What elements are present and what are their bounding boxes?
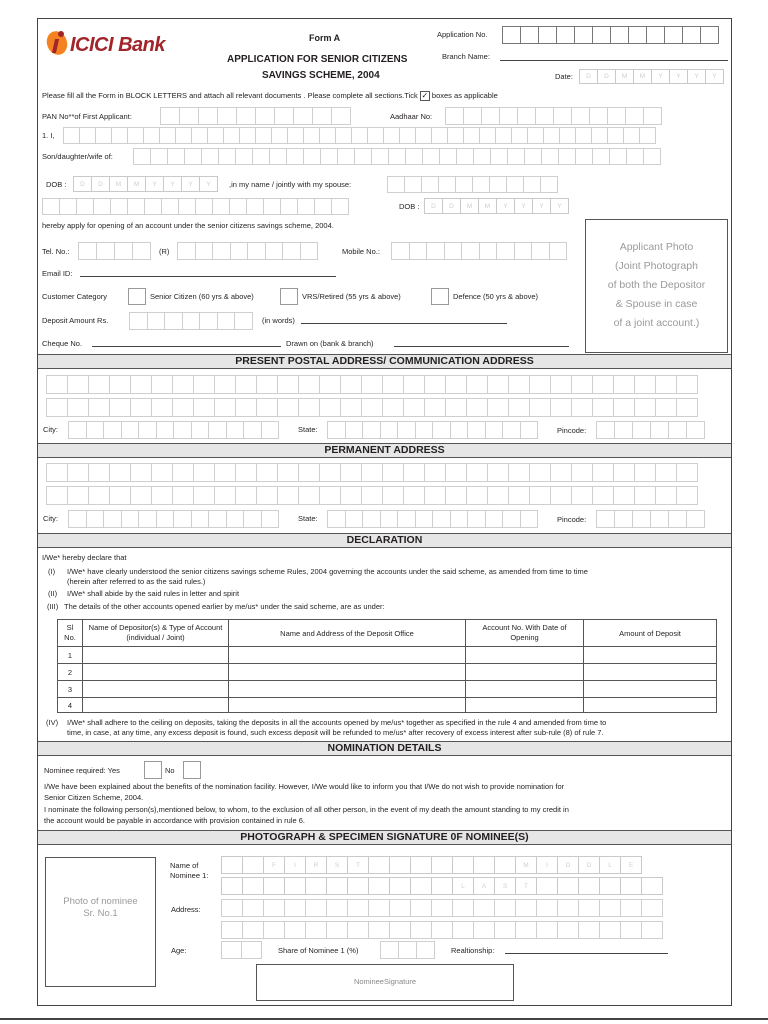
relation-cells[interactable] bbox=[133, 148, 660, 165]
deposit-amount-cells[interactable] bbox=[129, 312, 252, 330]
permanent-address-cells-row2[interactable] bbox=[46, 486, 697, 505]
email-label: Email ID: bbox=[42, 269, 73, 278]
declaration-item-4-line1: I/We* shall adhere to the ceiling on deposits, taking the deposits in all the accounts opened by me/us* together as specified in the rule 4 and amended from time to bbox=[67, 718, 607, 727]
table-header-amount: Amount of Deposit bbox=[584, 620, 717, 647]
present-city-label: City: bbox=[43, 425, 58, 434]
defence-label: Defence (50 yrs & above) bbox=[453, 292, 539, 301]
header-slno-text: Sl No. bbox=[64, 623, 76, 642]
mobile-label: Mobile No.: bbox=[342, 247, 380, 256]
category-label: Customer Category bbox=[42, 292, 108, 301]
application-no-cells[interactable] bbox=[502, 26, 718, 44]
senior-citizen-checkbox[interactable] bbox=[128, 288, 146, 305]
row-depositor-cell[interactable] bbox=[83, 664, 229, 681]
drawn-on-field[interactable] bbox=[394, 346, 569, 347]
nominee-photo-box[interactable] bbox=[45, 857, 156, 987]
row-amount-cell[interactable] bbox=[584, 698, 717, 713]
permanent-address-cells-row1[interactable] bbox=[46, 463, 697, 482]
nominee-address-cells-row2[interactable] bbox=[221, 921, 662, 939]
nominee-name-label-line1: Name of bbox=[170, 861, 199, 870]
permanent-address-heading: PERMANENT ADDRESS bbox=[38, 443, 731, 458]
table-row bbox=[58, 664, 717, 681]
deposit-amount-label: Deposit Amount Rs. bbox=[42, 316, 109, 325]
nominee-required-label: Nominee required: Yes bbox=[44, 766, 120, 775]
header-account-text: Account No. With Date of Opening bbox=[482, 623, 567, 642]
declaration-item-2-line1: I/We* shall abide by the said rules in letter and spirit bbox=[67, 589, 240, 598]
nominee-name-label-line2: Nominee 1: bbox=[170, 871, 209, 880]
nominee-share-cells[interactable] bbox=[380, 941, 434, 959]
branch-name-label: Branch Name: bbox=[442, 52, 490, 61]
row-office-cell[interactable] bbox=[229, 647, 466, 664]
row-office-cell[interactable] bbox=[229, 664, 466, 681]
declaration-item-3-num: (III) bbox=[47, 602, 59, 611]
nominee-first-middle-name-cells[interactable]: F I R S T M I D D L E bbox=[221, 856, 641, 874]
applicant-name-label: 1. I, bbox=[42, 131, 55, 140]
table-row bbox=[58, 698, 717, 713]
drawn-on-label: Drawn on (bank & branch) bbox=[286, 339, 374, 348]
tick-box-icon: ✓ bbox=[421, 91, 429, 101]
hereby-text: hereby apply for opening of an account under the senior citizens savings scheme, 2004. bbox=[42, 221, 334, 230]
email-field[interactable] bbox=[80, 276, 336, 277]
declaration-item-2-num: (II) bbox=[48, 589, 58, 598]
aadhaar-label: Aadhaar No: bbox=[390, 112, 433, 121]
icici-logo-icon bbox=[44, 28, 70, 56]
date-cells[interactable]: D D M M Y Y Y Y bbox=[579, 69, 723, 84]
row-office-cell[interactable] bbox=[229, 698, 466, 713]
in-words-field[interactable] bbox=[301, 323, 507, 324]
present-pincode-cells[interactable] bbox=[596, 421, 704, 439]
declaration-heading: DECLARATION bbox=[38, 533, 731, 548]
row-slno: 4 bbox=[58, 698, 83, 713]
photo-line-3: of both the Depositor bbox=[607, 279, 706, 291]
defence-checkbox[interactable] bbox=[431, 288, 449, 305]
row-slno: 1 bbox=[58, 647, 83, 664]
row-amount-cell[interactable] bbox=[584, 664, 717, 681]
instructions bbox=[42, 91, 498, 101]
photo-line-5: of a joint account.) bbox=[613, 317, 700, 329]
present-state-label: State: bbox=[298, 425, 318, 434]
cheque-label: Cheque No. bbox=[42, 339, 83, 348]
vrs-checkbox[interactable] bbox=[280, 288, 298, 305]
form-name: Form A bbox=[309, 33, 341, 43]
nomination-para1-line1: I/We have been explained about the benefits of the nomination facility. However, I/We would like to inform you that I/We do not wish to provide nomination for bbox=[44, 782, 565, 791]
tel-cells[interactable] bbox=[78, 242, 150, 260]
bank-name: ICICI Bank bbox=[70, 34, 166, 56]
row-depositor-cell[interactable] bbox=[83, 681, 229, 698]
nominee-signature-box[interactable] bbox=[256, 964, 514, 1001]
instructions-text: Please fill all the Form in BLOCK LETTERS and attach all relevant documents . Please complete all sections.Tick bbox=[42, 91, 418, 100]
row-slno: 3 bbox=[58, 681, 83, 698]
declaration-item-1-line2: (herein after referred to as the said rules.) bbox=[67, 577, 206, 586]
branch-name-field[interactable] bbox=[500, 60, 728, 61]
icici-logo bbox=[44, 28, 189, 58]
mobile-cells[interactable] bbox=[391, 242, 566, 260]
nominee-address-label: Address: bbox=[171, 905, 201, 914]
nominee-photo-line-1: Photo of nominee bbox=[63, 896, 138, 907]
permanent-pincode-cells[interactable] bbox=[596, 510, 704, 528]
row-office-cell[interactable] bbox=[229, 681, 466, 698]
vrs-label: VRS/Retired (55 yrs & above) bbox=[302, 292, 401, 301]
in-words-label: (in words) bbox=[262, 316, 295, 325]
dob-label: DOB : bbox=[46, 180, 67, 189]
declaration-item-4-num: (IV) bbox=[46, 718, 59, 727]
nominee-share-label: Share of Nominee 1 (%) bbox=[278, 946, 359, 955]
instructions-text-end: boxes as applicable bbox=[431, 91, 498, 100]
present-address-heading: PRESENT POSTAL ADDRESS/ COMMUNICATION ADDRESS bbox=[38, 354, 731, 369]
nominee-relationship-label: Realtionship: bbox=[451, 946, 495, 955]
table-header-account bbox=[466, 620, 584, 647]
form-title-line2: SAVINGS SCHEME, 2004 bbox=[262, 70, 380, 81]
declaration-intro: I/We* hereby declare that bbox=[42, 553, 127, 562]
row-amount-cell[interactable] bbox=[584, 647, 717, 664]
applicant-name-cells[interactable] bbox=[63, 127, 655, 144]
header-depositor-text: Name of Depositor(s) & Type of Account (individual / Joint) bbox=[88, 623, 223, 642]
present-city-cells[interactable] bbox=[68, 421, 278, 439]
nomination-para2-line2: the account would be payable in accordance with provision contained in rule 6. bbox=[44, 816, 305, 825]
nominee-yes-checkbox[interactable] bbox=[144, 761, 162, 779]
row-account-cell[interactable] bbox=[466, 698, 584, 713]
application-no-label: Application No. bbox=[437, 30, 488, 39]
row-depositor-cell[interactable] bbox=[83, 647, 229, 664]
declaration-item-1-line1: I/We* have clearly understood the senior citizens savings scheme Rules, 2004 governing the accounts under the said scheme, as amended from time to time bbox=[67, 567, 588, 576]
row-account-cell[interactable] bbox=[466, 681, 584, 698]
permanent-city-label: City: bbox=[43, 514, 58, 523]
photo-line-1: Applicant Photo bbox=[619, 241, 694, 253]
spouse-dob-cells[interactable]: D D M M Y Y Y Y bbox=[424, 198, 568, 214]
nominee-address-cells-row1[interactable] bbox=[221, 899, 662, 917]
tel-label: Tel. No.: bbox=[42, 247, 70, 256]
permanent-city-cells[interactable] bbox=[68, 510, 278, 528]
dob-cells[interactable]: D D M M Y Y Y Y bbox=[73, 176, 217, 192]
spouse-name-cells-row1[interactable] bbox=[387, 176, 557, 193]
applicant-photo-box[interactable] bbox=[585, 219, 728, 353]
photo-line-2: (Joint Photograph bbox=[615, 260, 698, 272]
nominee-no-label: No bbox=[165, 766, 175, 775]
form-title-line1: APPLICATION FOR SENIOR CITIZENS bbox=[227, 54, 408, 65]
row-account-cell[interactable] bbox=[466, 647, 584, 664]
declaration-item-1-num: (I) bbox=[48, 567, 56, 576]
relation-label: Son/daughter/wife of: bbox=[42, 152, 113, 161]
nomination-para2-line1: I nominate the following person(s),mentioned below, to whom, to the exclusion of all other person, in the event of my death the amount standing to my credit in bbox=[44, 805, 569, 814]
pan-cells[interactable] bbox=[160, 107, 350, 125]
nominee-age-label: Age: bbox=[171, 946, 187, 955]
table-row bbox=[58, 647, 717, 664]
present-address-cells-row2[interactable] bbox=[46, 398, 697, 417]
present-address-cells-row1[interactable] bbox=[46, 375, 697, 394]
nominee-photo-line-2: Sr. No.1 bbox=[83, 908, 118, 919]
present-pincode-label: Pincode: bbox=[557, 426, 587, 435]
tel-r-cells[interactable] bbox=[177, 242, 317, 260]
nominee-age-cells[interactable] bbox=[221, 941, 261, 959]
nominee-relationship-field[interactable] bbox=[505, 953, 668, 954]
pan-label: PAN No**of First Applicant: bbox=[42, 112, 132, 121]
photo-line-4: & Spouse in case bbox=[615, 298, 698, 310]
table-header-row bbox=[58, 620, 717, 647]
senior-citizen-label: Senior Citizen (60 yrs & above) bbox=[150, 292, 254, 301]
r-label: (R) bbox=[159, 247, 170, 256]
nominee-signature-label: NomineeSignature bbox=[353, 977, 417, 986]
deposit-accounts-table bbox=[57, 619, 717, 713]
row-amount-cell[interactable] bbox=[584, 681, 717, 698]
present-state-cells[interactable] bbox=[327, 421, 537, 439]
date-label: Date: bbox=[555, 72, 573, 81]
permanent-state-cells[interactable] bbox=[327, 510, 537, 528]
nomination-para1-line2: Senior Citizen Scheme, 2004. bbox=[44, 793, 144, 802]
spouse-label: ,in my name / jointly with my spouse: bbox=[229, 180, 352, 189]
permanent-pincode-label: Pincode: bbox=[557, 515, 587, 524]
table-header-slno bbox=[58, 620, 83, 647]
permanent-state-label: State: bbox=[298, 514, 318, 523]
table-row bbox=[58, 681, 717, 698]
table-header-depositor bbox=[83, 620, 229, 647]
declaration-item-3-line1: The details of the other accounts opened earlier by me/us* under the said scheme, are as under: bbox=[64, 602, 385, 611]
spouse-dob-label: DOB : bbox=[399, 202, 420, 211]
row-depositor-cell[interactable] bbox=[83, 698, 229, 713]
cheque-field[interactable] bbox=[92, 346, 281, 347]
table-header-office: Name and Address of the Deposit Office bbox=[229, 620, 466, 647]
nominee-photo-heading: PHOTOGRAPH & SPECIMEN SIGNATURE 0F NOMINEE(S) bbox=[38, 830, 731, 845]
spouse-name-cells-row2[interactable] bbox=[42, 198, 348, 215]
nomination-heading: NOMINATION DETAILS bbox=[38, 741, 731, 756]
row-account-cell[interactable] bbox=[466, 664, 584, 681]
nominee-last-name-cells[interactable]: L A S T bbox=[221, 877, 662, 895]
declaration-item-4-line2: time, in case, at any time, any excess deposit is found, such excess deposit will be refunded to me/us* after recovery of excess interest after sub-rule (8) of rule 7. bbox=[67, 728, 604, 737]
nominee-no-checkbox[interactable] bbox=[183, 761, 201, 779]
row-slno: 2 bbox=[58, 664, 83, 681]
page-bottom-rule bbox=[0, 1018, 768, 1020]
aadhaar-cells[interactable] bbox=[445, 107, 661, 125]
